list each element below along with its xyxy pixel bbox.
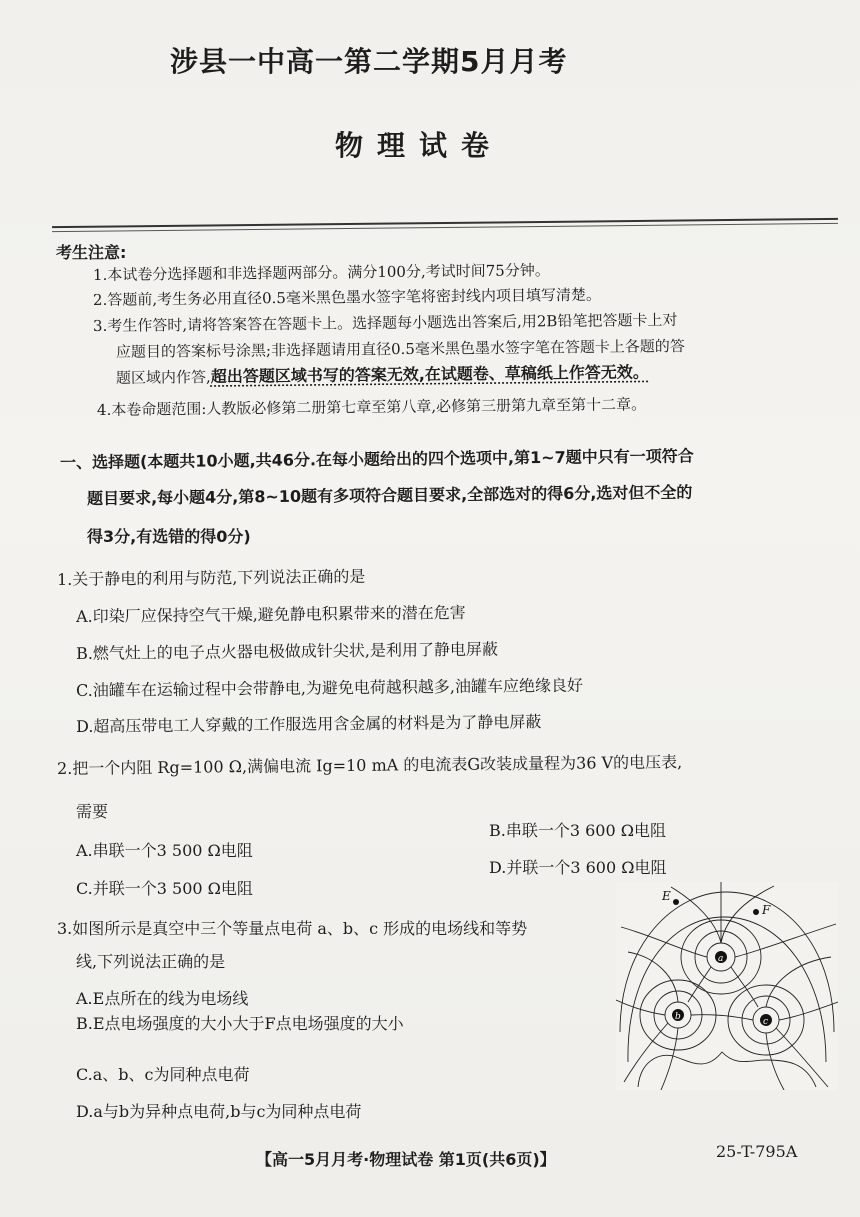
q1-option-b: B.燃气灶上的电子点火器电极做成针尖状,是利用了静电屏蔽: [75, 639, 499, 663]
label-c: c: [763, 1017, 769, 1027]
q1-option-c: C.油罐车在运输过程中会带静电,为避免电荷越积越多,油罐车应绝缘良好: [75, 675, 584, 700]
q2-option-c: C.并联一个3 500 Ω电阻: [76, 879, 253, 898]
notice-item-3-line3: [116, 362, 649, 388]
notice-emphasis: 超出答题区域书写的答案无效,在试题卷、草稿纸上作答无效。: [210, 362, 649, 387]
label-a: a: [718, 954, 724, 964]
q2-option-d: D.并联一个3 600 Ω电阻: [489, 858, 667, 877]
section-heading-line3: 得3分,有选错的得0分): [87, 527, 251, 546]
exam-subtitle: 物理试卷: [335, 129, 504, 162]
q1-stem: 1.关于静电的利用与防范,下列说法正确的是: [56, 566, 366, 589]
page-footer: 【高一5月月考·物理试卷 第1页(共6页)】: [256, 1150, 556, 1169]
notice-item-4: 4.本卷命题范围:人教版必修第二册第七章至第八章,必修第三册第九章至第十二章。: [96, 395, 647, 419]
notice-item-1: 1.本试卷分选择题和非选择题两部分。满分100分,考试时间75分钟。: [92, 261, 550, 284]
notice-heading: 考生注意:: [56, 243, 127, 262]
q2-option-b: B.串联一个3 600 Ω电阻: [489, 821, 667, 840]
q3-option-a: A.E点所在的线为电场线: [76, 989, 249, 1008]
notice-item-3-line3-plain: 题区域内作答,: [115, 368, 211, 387]
q2-stem-line2: 需要: [76, 802, 109, 821]
label-f: F: [762, 903, 771, 917]
q3-option-c: C.a、b、c为同种点电荷: [76, 1065, 250, 1084]
q2-option-a: A.串联一个3 500 Ω电阻: [76, 841, 253, 860]
q3-stem-line1: 3.如图所示是真空中三个等量点电荷 a、b、c 形成的电场线和等势: [57, 919, 528, 938]
q2-stem-line1: 2.把一个内阻 Rg=100 Ω,满偏电流 Ig=10 mA 的电流表G改装成量程为36 V的电压表,: [56, 752, 683, 778]
exam-title: 涉县一中高一第二学期5月月考: [170, 45, 568, 78]
label-e: E: [662, 889, 671, 903]
q3-option-b: B.E点电场强度的大小大于F点电场强度的大小: [76, 1014, 404, 1033]
q3-option-d: D.a与b为异种点电荷,b与c为同种点电荷: [76, 1102, 362, 1121]
electric-field-figure: [616, 882, 838, 1090]
notice-item-3-line2: 应题目的答案标号涂黑;非选择题请用直径0.5毫米黑色墨水签字笔在答题卡上各题的答: [115, 337, 685, 361]
section-heading-line2: 题目要求,每小题4分,第8~10题有多项符合题目要求,全部选对的得6分,选对但不全的: [86, 482, 693, 508]
q1-option-d: D.超高压带电工人穿戴的工作服选用含金属的材料是为了静电屏蔽: [75, 712, 542, 736]
q3-stem-line2: 线,下列说法正确的是: [76, 952, 226, 971]
section-heading-line1: 一、选择题(本题共10小题,共46分.在每小题给出的四个选项中,第1~7题中只有一项符合: [59, 446, 694, 472]
notice-item-2: 2.答题前,考生务必用直径0.5毫米黑色墨水签字笔将密封线内项目填写清楚。: [92, 285, 602, 309]
paper-code: 25-T-795A: [716, 1142, 798, 1161]
label-b: b: [675, 1012, 681, 1022]
notice-item-3-line1: 3.考生作答时,请将答案答在答题卡上。选择题每小题选出答案后,用2B铅笔把答题卡上对: [92, 310, 678, 335]
q1-option-a: A.印染厂应保持空气干燥,避免静电积累带来的潜在危害: [75, 602, 466, 626]
